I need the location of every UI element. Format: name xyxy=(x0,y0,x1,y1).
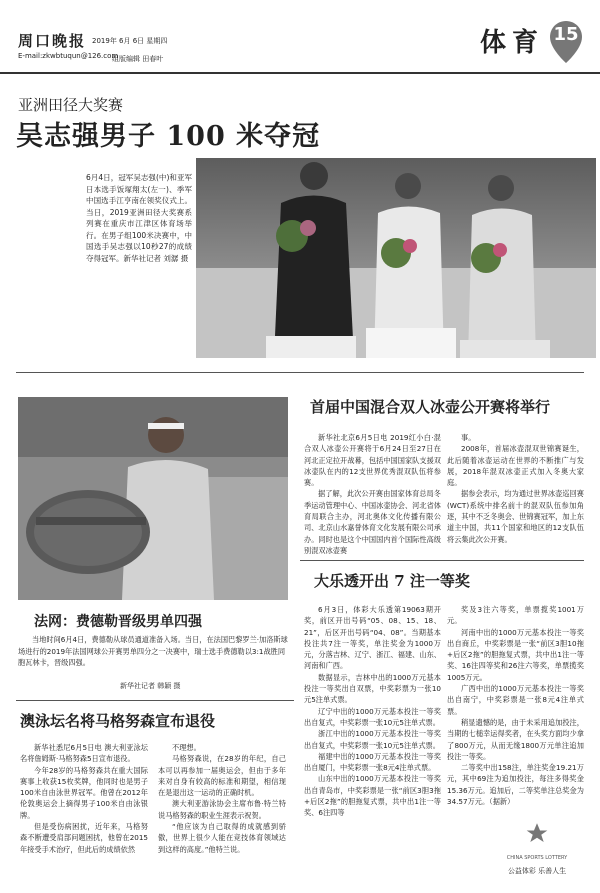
curling-column xyxy=(447,432,584,545)
curling-column xyxy=(304,432,441,556)
paragraph: 但是受伤病困扰，近年来，马格努森不断遭受肩部问题困扰，他曾在2015年接受手术治疗，但此后的成绩依然 xyxy=(20,822,148,854)
paper-name: 周口晚报 xyxy=(18,32,87,50)
paragraph: 福建中出的1000万元基本投注一等奖出自厦门，中奖彩票一张8元4注单式票。 xyxy=(304,751,441,773)
page-number: 15 xyxy=(553,24,579,45)
section-divider xyxy=(16,700,294,701)
tennis-byline: 新华社记者 韩颖 摄 xyxy=(120,682,181,690)
paragraph: 二等奖中出158注，单注奖金19.21万元，其中69注为追加投注，每注多得奖金15.36万元。追加后，二等奖单注总奖金为34.57万元。（据新） xyxy=(447,763,584,807)
section-title: 体育 xyxy=(480,28,545,58)
sports-lottery-logo-icon xyxy=(492,822,582,856)
lotto-column xyxy=(304,604,441,819)
paragraph: 6月3日，体彩大乐透第19063期开奖，前区开出号码“05、08、15、18、21”，后区开出号码“04、08”。当期基本投注共7注一等奖，单注奖金为1000万元，分落吉林、辽宁、浙江、福建、山东、河南和广西。 xyxy=(304,605,441,671)
tennis-photo xyxy=(18,397,288,600)
logo-wordmark: CHINA SPORTS LOTTERY xyxy=(506,855,568,861)
paragraph: “他应该为自己取得的成就感到骄傲，世界上很少人能在竞技体育领域达到这样的高度。”他特兰说。 xyxy=(158,822,286,854)
paragraph: 今年28岁的马格努森共在重大国际赛事上收获15枚奖牌，他同时也是男子100米自由泳世界冠军。他曾在2012年伦敦奥运会上摘得男子100米自由泳银牌。 xyxy=(20,765,148,820)
podium-photo xyxy=(196,158,596,358)
tennis-body: 当地时间6月4日，费德勒从球员通道准备入场。当日，在法国巴黎罗兰·加洛斯球场进行的2019年法国网球公开赛男单四分之一决赛中，瑞士选手费德勒以3:1战胜同胞瓦林卡，晋级四强。 xyxy=(18,635,288,667)
paragraph: 稍显遗憾的是，由于未采用追加投注，当期的七槌幸运得奖者，在头奖方面均少拿了800万元，从而无缘1800万元单注追加投注一等奖。 xyxy=(447,717,584,761)
paragraph: 浙江中出的1000万元基本投注一等奖出自复式，中奖彩票一张10元5注单式票。 xyxy=(304,729,441,750)
logo-slogan: 公益体彩 乐善人生 xyxy=(507,867,567,875)
retire-headline: 澳泳坛名将马格努森宣布退役 xyxy=(20,712,216,730)
paragraph: 广西中出的1000万元基本投注一等奖出自南宁，中奖彩票是一张8元4注单式票。 xyxy=(447,684,584,716)
retire-column xyxy=(20,742,148,855)
paragraph: 数据显示，吉林中出的1000万元基本投注一等奖出自双票，中奖彩票为一张10元5注单式票。 xyxy=(304,672,441,705)
paragraph: 事。 xyxy=(461,433,476,442)
issue-date: 2019年 6月 6日 星期四 xyxy=(92,37,168,45)
paragraph: 据参会表示，均为通过世界冰壶巡回赛(WCT)系统中排名前十的混双队伍参加角逐，其中不乏冬奥会、世锦赛冠军，加上东道主中国，共11个国家和地区的12支队伍将云集此次公开赛。 xyxy=(447,489,584,544)
paragraph: 河南中出的1000万元基本投注一等奖出自商丘，中奖彩票是一张“前区3胆10拖+后区2拖”的胆拖复式票，共中出1注一等奖、16注四等奖和26注六等奖，单票揽奖1005万元。 xyxy=(447,627,584,682)
podium-illustration xyxy=(196,158,596,358)
sprint-kicker: 亚洲田径大奖赛 xyxy=(18,96,124,114)
paragraph: 辽宁中出的1000万元基本投注一等奖出自复式，中奖彩票一张10元5注单式票。 xyxy=(304,706,441,727)
paragraph: 2008年，首届冰壶混双世锦赛诞生，此后随着冰壶运动在世界的不断推广与发展，2018年混双冰壶正式加入冬奥大家庭。 xyxy=(447,444,584,488)
paragraph: 澳大利亚游泳协会主席布鲁·特兰特说马格努森的职业生涯表示祝贺。 xyxy=(158,799,286,820)
section-divider xyxy=(16,372,584,373)
sprint-caption: 6月4日，冠军吴志强(中)和亚军日本选手饭塚翔太(左一)、季军中国选手江亨南在领奖仪式上。当日，2019亚洲田径大奖赛系列赛在重庆市江津区体育场举行。在男子组100米决赛中，中国选手吴志强以10秒27的成绩夺得冠军。新华社记者 刘潺 摄 xyxy=(86,173,192,263)
section-divider xyxy=(300,560,584,561)
paragraph: 不理想。 xyxy=(172,743,201,752)
retire-column xyxy=(158,742,286,855)
lotto-headline: 大乐透开出 7 注一等奖 xyxy=(314,572,470,590)
contact-email: E-mail:zkwbtuqun@126.com xyxy=(18,52,119,60)
paragraph: 据了解，此次公开赛由国家体育总局冬季运动管理中心、中国冰壶协会、河北省体育局联合主办，河北奥体文化传播有限公司、北京山水嘉誉体育文化发展有限公司承办。同时也是这个中国国内首个国际性高级别混双冰壶赛 xyxy=(304,489,441,555)
paragraph: 新华社北京6月5日电 2019红小白·混合双人冰壶公开赛将于6月24日至27日在河北正定拉开战幕，包括中国国家队支援双冰壶队在内的12支世界优秀混双队伍将参赛。 xyxy=(304,433,441,488)
curling-headline: 首届中国混合双人冰壶公开赛将举行 xyxy=(310,398,551,416)
sprint-headline: 吴志强男子 100 米夺冠 xyxy=(16,121,321,152)
tennis-illustration xyxy=(18,397,288,600)
paragraph: 山东中出的1000万元基本投注一等奖出自青岛市，中奖彩票是一张“前区3胆3拖+后区2拖”的胆拖复式票，共中出1注一等奖、6注四等 xyxy=(304,774,441,818)
lotto-column xyxy=(447,604,584,807)
paragraph: 奖及3注六等奖，单票揽奖1001万元。 xyxy=(447,605,584,626)
tennis-headline: 法网：费德勒晋级男单四强 xyxy=(34,614,202,630)
paragraph: 新华社悉尼6月5日电 澳大利亚泳坛名将詹姆斯·马格努森5日宣布退役。 xyxy=(20,743,148,764)
paragraph: 马格努森说，在28岁的年纪，自己本可以再参加一届奥运会，但由于多年来对自身有较高的标准和期望，相信现在是退出这一运动的正确时机。 xyxy=(158,754,286,798)
editor-credit: 组版编辑 田春叶 xyxy=(112,55,164,63)
masthead xyxy=(0,0,600,74)
